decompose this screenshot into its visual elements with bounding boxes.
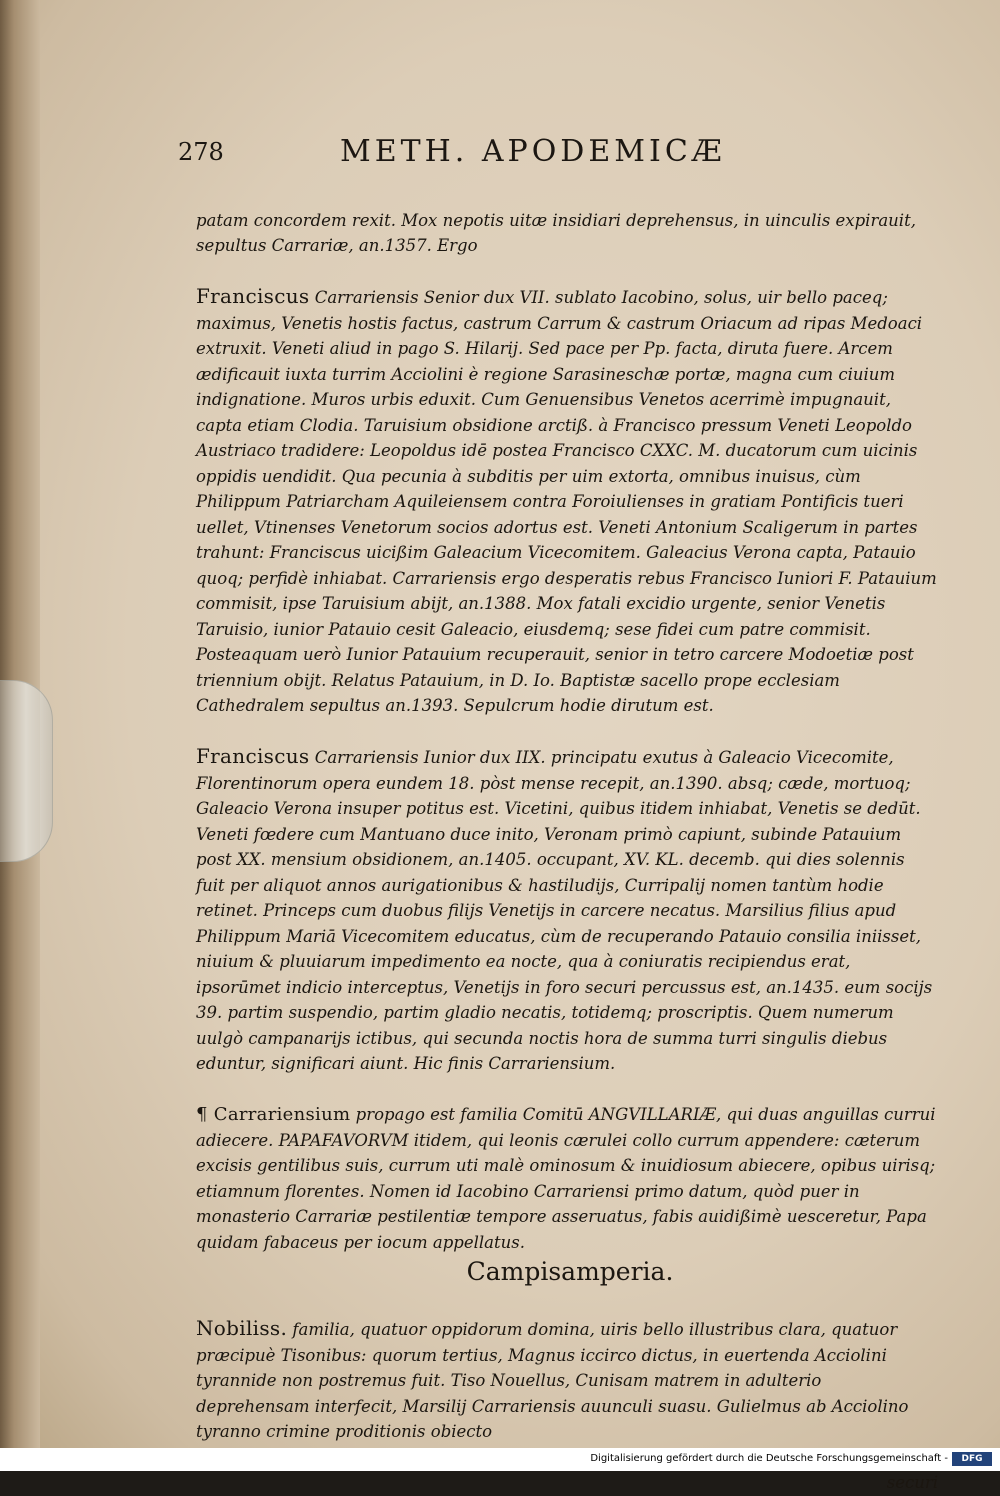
paragraph-text: Carrariensis Senior dux VII. sublato Iacobino, solus, uir bello paceq; maximus, Venetis hostis factus, castrum Carrum & castrum Oriacum ad ripas Medoaci extruxit. Veneti aliud in pago S. Hilarij. Sed pace per Pp. facta, diruta fuere. Arcem ædificauit iuxta turrim Acciolini è regione Sarasineschæ portæ, magna cum ciuium indignatione. Muros urbis eduxit. Cum Genuensibus Venetos acerrimè impugnauit, capta etiam Clodia. Taruisium obsidione arctiß. à Francisco pressum Veneti Leopoldo Austriaco tradidere: Leopoldus idē postea Francisco CXXC. M. ducatorum cum uicinis oppidis uendidit. Qua pecunia à subditis per uim extorta, omnibus inuisus, cùm Philippum Patriarcham Aquileiensem contra Foroiulienses in gratiam Pontificis tueri uellet, Vtinenses Venetorum socios adortus est. Veneti Antonium Scaligerum in partes trahunt: Franciscus uicißim Galeacium Vicecomitem. Galeacius Verona capta, Patauio quoq; perfidè inhiabat. Carrariensis ergo desperatis rebus Francisco Iuniori F. Patauium commisit, ipse Taruisium abijt, an.1388. Mox fatali excidio urgente, senior Venetis Taruisio, iunior Patauio cesit Galeacio, eiusdemq; sese fidei cum patre commisit. Posteaquam uerò Iunior Patauium recuperauit, senior in tetro carcere Modoetiæ post triennium obijt. Relatus Patauium, in D. Io. Baptistæ sacello prope ecclesiam Cathedralem sepultus an.1393. Sepulcrum hodie dirutum est. <box>196 288 937 715</box>
paragraph-lead-word: ¶ Carrariensium <box>196 1104 351 1125</box>
paragraph-text: familia, quatuor oppidorum domina, uiris bello illustribus clara, quatuor præcipuè Tisonibus: quorum tertius, Magnus iccirco dictus, in euertenda Acciolini tyrannide non postremus fuit. Tiso Nouellus, Cunisam matrem in adulterio deprehensam interfecit, Marsilij Carrariensis auunculi suasu. Gulielmus ab Acciolino tyranno crimine proditionis obiecto <box>196 1320 909 1441</box>
catchword: securi <box>886 1473 938 1492</box>
body-text <box>182 182 938 1496</box>
paragraph-carrariensium <box>182 1077 938 1256</box>
paragraph-lead-word: Franciscus <box>196 744 310 768</box>
page-number: 278 <box>178 138 224 166</box>
paragraph-campisamperia <box>182 1291 938 1445</box>
paragraph-lead-word: Nobiliss. <box>196 1316 288 1340</box>
page-header <box>178 134 958 178</box>
paragraph-text: patam concordem rexit. Mox nepotis uitæ insidiari deprehensus, in uinculis expirauit, sepultus Carrariæ, an.1357. Ergo <box>196 210 916 255</box>
paragraph-continuation <box>182 182 938 259</box>
paragraph-franciscus-senior <box>182 259 938 719</box>
running-title: METH. APODEMICÆ <box>340 134 726 169</box>
section-heading: Campisamperia. <box>466 1257 674 1286</box>
footer-credit: Digitalisierung gefördert durch die Deutsche Forschungsgemeinschaft - <box>590 1453 948 1464</box>
digitization-footer <box>0 1448 1000 1471</box>
paragraph-text: propago est familia Comitū ANGVILLARIÆ, qui duas anguillas currui adiecere. PAPAFAVORVM itidem, qui leonis cærulei collo currum appendere: cæterum excisis gentilibus suis, currum uti malè ominosum & inuidiosum abiecere, opibus uirisq; etiamnum florentes. Nomen id Iacobino Carrariensi primo datum, quòd puer in monasterio Carrariæ pestilentiæ tempore asseruatus, fabis auidißimè uesceretur, Papa quidam fabaceus per iocum appellatus. <box>196 1105 936 1252</box>
paragraph-franciscus-iunior <box>182 719 938 1077</box>
dfg-logo-icon: DFG <box>952 1452 992 1466</box>
page-clip <box>0 680 53 862</box>
paragraph-lead-word: Franciscus <box>196 284 310 308</box>
paragraph-text: Carrariensis Iunior dux IIX. principatu exutus à Galeacio Vicecomite, Florentinorum opera eundem 18. pòst mense recepit, an.1390. absq; cæde, mortuoq; Galeacio Verona insuper potitus est. Vicetini, quibus itidem inhiabat, Venetis se dedūt. Veneti fœdere cum Mantuano duce inito, Veronam primò capiunt, subinde Patauium post XX. mensium obsidionem, an.1405. occupant, XV. KL. decemb. qui dies solennis fuit per aliquot annos aurigationibus & hastiludijs, Curripalij nomen tantùm hodie retinet. Princeps cum duobus filijs Venetijs in carcere necatus. Marsilius filius apud Philippum Mariā Vicecomitem educatus, cùm de recuperando Patauio consilia iniisset, niuium & pluuiarum impedimento ea nocte, qua à coniuratis recipiendus erat, ipsorūmet indicio interceptus, Venetijs in foro securi percussus est, an.1435. eum socijs 39. partim suspendio, partim gladio necatis, totidemq; proscriptis. Quem numerum uulgò campanarijs ictibus, qui secunda noctis hora de summa turri singulis diebus eduntur, significari aiunt. Hic finis Carrariensium. <box>196 748 933 1073</box>
